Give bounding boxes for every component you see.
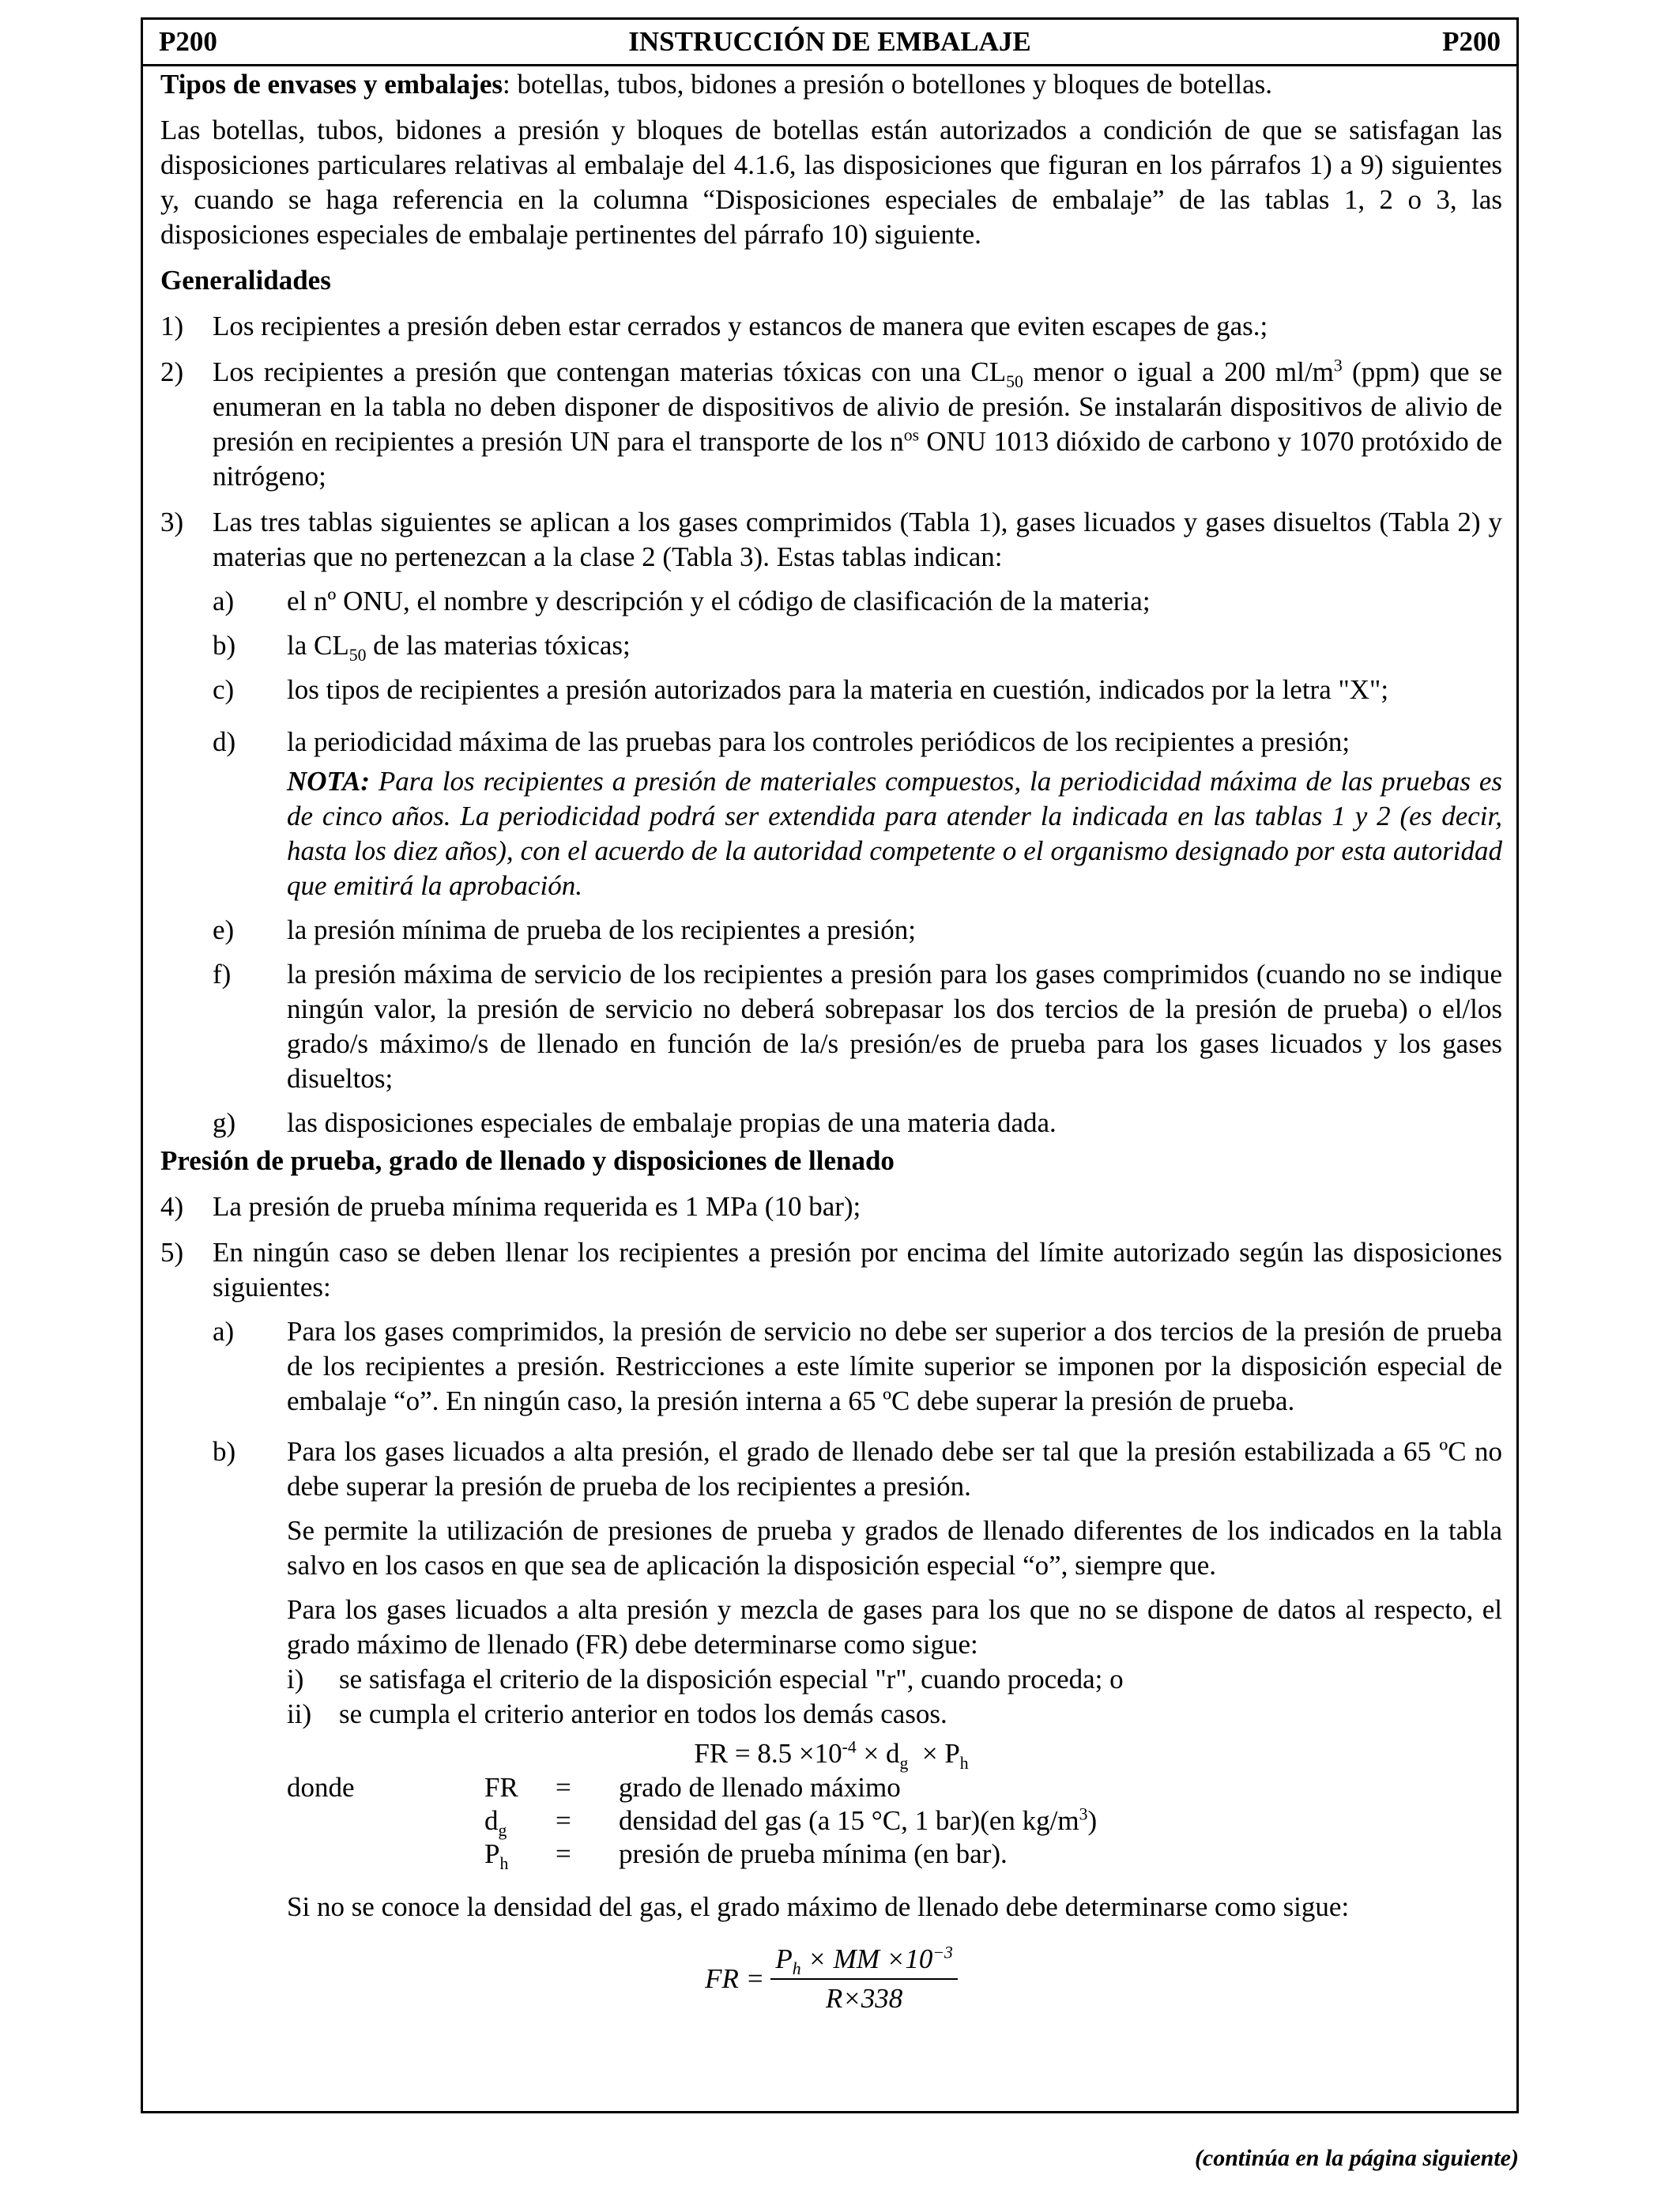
item-3b	[160, 628, 1502, 663]
fraction-numerator	[770, 1940, 958, 1980]
formula-part: × d	[856, 1738, 900, 1769]
text-part: (ppm) que se enumeran en la tabla no deben disponer de dispositivos de alivio de presión. Se instalarán dispositivos de alivio de presión en recipientes a presión UN para el transporte de los n	[213, 356, 1503, 457]
item-2	[160, 355, 1502, 494]
subscript: g	[498, 1821, 507, 1840]
item-text	[213, 355, 1502, 494]
definition-symbol	[484, 1838, 556, 1871]
definition-row	[287, 1771, 1097, 1804]
roman-text: se cumpla el criterio anterior en todos los demás casos.	[339, 1698, 947, 1729]
superscript: -4	[842, 1737, 857, 1757]
num-part: P	[775, 1943, 793, 1974]
fraction-body	[770, 1940, 958, 2018]
item-5a	[160, 1314, 1502, 1419]
instruction-body	[160, 67, 1502, 2018]
roman-text: se satisfaga el criterio de la disposición especial "r", cuando proceda; o	[339, 1664, 1124, 1695]
definition-desc: grado de llenado máximo	[619, 1772, 901, 1803]
header-code-left: P200	[159, 26, 217, 57]
text-part: Los recipientes a presión que contengan materias tóxicas con una CL	[213, 356, 1007, 387]
subscript: 50	[348, 646, 367, 665]
symbol: P	[484, 1838, 500, 1869]
header-row	[143, 20, 1516, 66]
roman-number: ii)	[287, 1698, 312, 1729]
nota-label: NOTA:	[287, 766, 370, 797]
tipos-paragraph	[160, 67, 1502, 102]
text-part: menor o igual a 200 ml/m	[1023, 356, 1334, 387]
sub-text: Para los gases comprimidos, la presión de servicio no debe ser superior a dos tercios de la presión de prueba de los recipientes a presión. Restricciones a este límite superior se imponen por la disposición especial de embalaje “o”. En ningún caso, la presión interna a 65 ºC debe superar la presión de prueba.	[287, 1316, 1502, 1416]
item-number: 3)	[160, 507, 184, 537]
text-part: la CL	[287, 630, 349, 661]
sub-letter: b)	[213, 630, 236, 661]
header-code-right: P200	[1442, 26, 1501, 57]
empty-cell	[287, 1804, 484, 1838]
item-text: Los recipientes a presión deben estar cerrados y estancos de manera que eviten escapes de gas.;	[213, 311, 1268, 341]
text-part: ONU 1013 dióxido de carbono y 1070 protóxido de nitrógeno;	[213, 426, 1502, 492]
item-text: En ningún caso se deben llenar los recipientes a presión por encima del límite autorizado según las disposiciones siguientes:	[213, 1237, 1502, 1302]
tipos-label: Tipos de envases y embalajes	[160, 69, 503, 100]
superscript: 3	[1079, 1804, 1088, 1824]
sub-text	[287, 628, 1502, 663]
sub-letter: a)	[213, 1316, 235, 1347]
sub-letter: b)	[213, 1436, 236, 1467]
subscript: h	[959, 1754, 969, 1773]
definitions-table	[160, 1771, 1502, 1871]
item-text: La presión de prueba mínima requerida es 1 MPa (10 bar);	[213, 1191, 861, 1222]
formula-fr-fraction	[160, 1940, 1502, 2018]
sub-letter: d)	[213, 726, 236, 757]
roman-number: i)	[287, 1664, 304, 1695]
sub-letter: a)	[213, 586, 235, 616]
definition-equals: =	[556, 1772, 571, 1803]
item-5b	[160, 1434, 1502, 1504]
item-number: 4)	[160, 1191, 184, 1222]
sub-text: la presión máxima de servicio de los recipientes a presión para los gases comprimidos (cuando no se indique ningún valor, la presión de servicio no deberá sobrepasar los dos tercios de la presión de prueba) o el/los grado/s máximo/s de llenado en función de la/s presión/es de prueba para los gases licuados y los gases disueltos;	[287, 959, 1502, 1094]
item-number: 5)	[160, 1237, 184, 1268]
para-gases-paragraph: Para los gases licuados a alta presión y mezcla de gases para los que no se dispone de datos al respecto, el grado máximo de llenado (FR) debe determinarse como sigue:	[287, 1594, 1502, 1660]
text-part: de las materias tóxicas;	[366, 630, 631, 661]
sub-letter: c)	[213, 674, 235, 705]
superscript: os	[903, 425, 920, 445]
definition-desc	[619, 1804, 1097, 1838]
item-3f	[160, 957, 1502, 1096]
fraction-denominator: R×338	[825, 1983, 903, 2014]
item-3d	[160, 725, 1502, 760]
item-3a	[160, 584, 1502, 619]
subscript: 50	[1006, 372, 1023, 391]
tipos-text: : botellas, tubos, bidones a presión o botellones y bloques de botellas.	[503, 69, 1273, 100]
sub-text: la presión mínima de prueba de los recipientes a presión;	[287, 914, 916, 945]
nota-paragraph	[160, 764, 1502, 903]
subscript: g	[899, 1754, 909, 1773]
item-text: Las tres tablas siguientes se aplican a los gases comprimidos (Tabla 1), gases licuados y gases disueltos (Tabla 2) y materias que no pertenezcan a la clase 2 (Tabla 3). Estas tablas indican:	[213, 507, 1502, 572]
sub-letter: g)	[213, 1107, 236, 1138]
superscript: −3	[932, 1943, 953, 1962]
definition-row	[287, 1838, 1097, 1871]
desc-part: )	[1087, 1805, 1098, 1836]
definition-symbol	[484, 1771, 556, 1804]
sub-text: el nº ONU, el nombre y descripción y el código de clasificación de la materia;	[287, 586, 1151, 616]
instruction-frame	[141, 17, 1519, 2113]
item-3g	[160, 1106, 1502, 1140]
donde-label: donde	[287, 1772, 355, 1803]
sub-letter: f)	[213, 959, 232, 990]
formula-part: × P	[908, 1738, 960, 1769]
item-1	[160, 309, 1502, 344]
sub-text: los tipos de recipientes a presión autorizados para la materia en cuestión, indicados por la letra "X";	[287, 674, 1389, 705]
empty-cell	[287, 1838, 484, 1871]
definition-desc: presión de prueba mínima (en bar).	[619, 1838, 1008, 1869]
definition-equals: =	[556, 1838, 571, 1869]
generalidades-heading: Generalidades	[160, 265, 331, 296]
item-5	[160, 1235, 1502, 1305]
roman-item-ii	[160, 1697, 1502, 1732]
presion-heading: Presión de prueba, grado de llenado y disposiciones de llenado	[160, 1145, 895, 1176]
roman-item-i	[160, 1662, 1502, 1697]
subscript: h	[499, 1854, 509, 1873]
subscript: h	[792, 1959, 801, 1978]
continuation-note: (continúa en la página siguiente)	[1194, 2145, 1519, 2171]
formula-lhs: FR =	[705, 1963, 765, 1994]
sub-letter: e)	[213, 914, 235, 945]
symbol: FR	[484, 1772, 518, 1803]
item-number: 1)	[160, 311, 184, 341]
formula-fr	[160, 1736, 1502, 1771]
definition-symbol	[484, 1804, 556, 1838]
symbol: d	[484, 1805, 499, 1836]
definition-row	[287, 1804, 1097, 1838]
definition-equals: =	[556, 1805, 571, 1836]
nota-text: Para los recipientes a presión de materiales compuestos, la periodicidad máxima de las pruebas es de cinco años. La periodicidad podrá ser extendida para atender la indicada en las tablas 1 y 2 (es decir, hasta los diez años), con el acuerdo de la autoridad competente o el organismo designado por esta autoridad que emitirá la aprobación.	[287, 766, 1502, 901]
superscript: 3	[1333, 356, 1343, 375]
item-number: 2)	[160, 356, 184, 387]
intro-paragraph: Las botellas, tubos, bidones a presión y bloques de botellas están autorizados a condición de que se satisfagan las disposiciones particulares relativas al embalaje del 4.1.6, las disposiciones que figuran en los párrafos 1) a 9) siguientes y, cuando se haga referencia en la columna “Disposiciones especiales de embalaje” de las tablas 1, 2 o 3, las disposiciones especiales de embalaje pertinentes del párrafo 10) siguiente.	[160, 115, 1502, 250]
item-3	[160, 505, 1502, 575]
fraction	[705, 1940, 958, 2018]
formula-part: FR = 8.5 ×10	[694, 1738, 842, 1769]
header-title: INSTRUCCIÓN DE EMBALAJE	[628, 26, 1031, 57]
item-3e	[160, 913, 1502, 948]
num-part: × MM ×10	[800, 1943, 933, 1974]
si-no-paragraph: Si no se conoce la densidad del gas, el grado máximo de llenado debe determinarse como sigue:	[287, 1891, 1350, 1922]
se-permite-paragraph: Se permite la utilización de presiones de prueba y grados de llenado diferentes de los indicados en la tabla salvo en los casos en que sea de aplicación la disposición especial “o”, siempre que.	[287, 1515, 1502, 1581]
item-3c	[160, 673, 1502, 707]
sub-text: la periodicidad máxima de las pruebas para los controles periódicos de los recipientes a presión;	[287, 726, 1350, 757]
desc-part: densidad del gas (a 15 °C, 1 bar)(en kg/m	[619, 1805, 1079, 1836]
sub-text: las disposiciones especiales de embalaje propias de una materia dada.	[287, 1107, 1057, 1138]
sub-text: Para los gases licuados a alta presión, el grado de llenado debe ser tal que la presión estabilizada a 65 ºC no debe superar la presión de prueba de los recipientes a presión.	[287, 1436, 1502, 1502]
item-4	[160, 1189, 1502, 1224]
